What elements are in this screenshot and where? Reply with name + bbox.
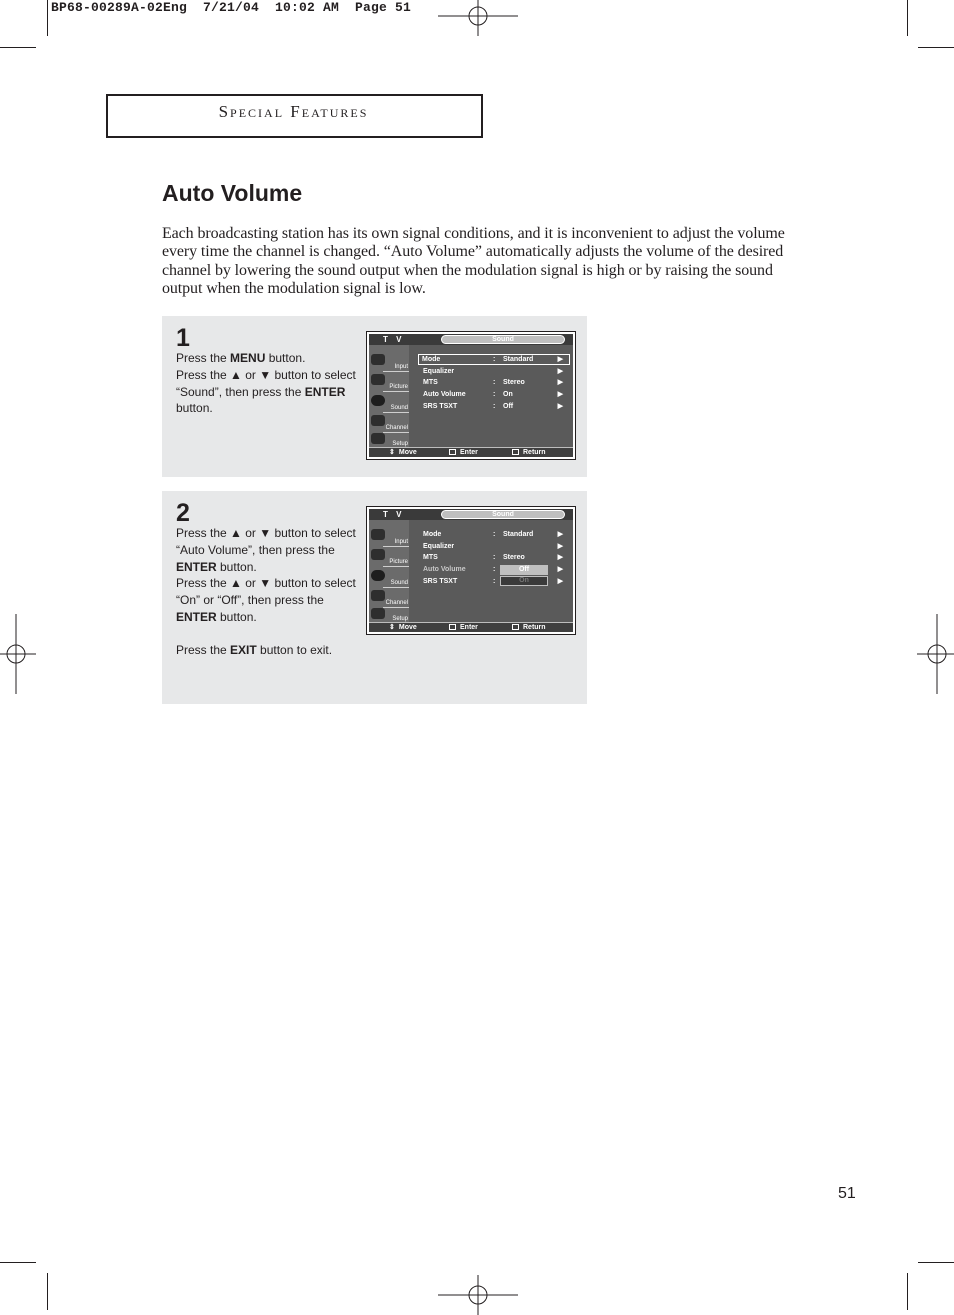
arrow-right-icon: ▶ bbox=[557, 368, 563, 375]
arrow-right-icon: ▶ bbox=[557, 543, 563, 550]
enter-button-label: ENTER bbox=[304, 384, 346, 399]
osd-nav-label: Setup bbox=[392, 616, 408, 622]
osd-tab-sound bbox=[441, 335, 565, 344]
osd-row-mts bbox=[419, 377, 569, 388]
step-2-number: 2 bbox=[176, 499, 190, 527]
input-icon bbox=[371, 354, 385, 365]
osd-nav-picture bbox=[369, 547, 409, 567]
osd-row-mode bbox=[419, 529, 569, 540]
osd-sidebar bbox=[369, 345, 409, 447]
setup-icon bbox=[371, 433, 385, 444]
arrow-right-icon: ▶ bbox=[557, 403, 563, 410]
osd-nav-input bbox=[369, 527, 409, 547]
registration-mark-icon bbox=[0, 614, 36, 694]
step-text-run: button to exit. bbox=[256, 642, 333, 657]
channel-icon bbox=[371, 590, 385, 601]
osd-row-equalizer bbox=[419, 366, 569, 377]
osd-tv-label: T V bbox=[383, 335, 405, 344]
dropdown-option-off: Off bbox=[500, 565, 548, 575]
osd-row-name: Mode bbox=[422, 356, 441, 363]
intro-paragraph: Each broadcasting station has its own signal conditions, and it is inconvenient to adjust the volume every time the channel is changed. “Auto Volume” automatically adjusts the volume of the desired channel by lowering the sound output when the modulation signal is high or by raising the sound output when the modulation signal is low. bbox=[162, 225, 785, 297]
setup-icon bbox=[371, 608, 385, 619]
arrow-right-icon: ▶ bbox=[557, 566, 563, 573]
osd-row-colon: : bbox=[493, 391, 496, 398]
osd-nav-label: Input bbox=[394, 364, 408, 370]
enter-button-label: ENTER bbox=[176, 559, 217, 574]
osd-hint-return bbox=[512, 448, 546, 457]
osd-tab-label: Sound bbox=[492, 511, 514, 518]
osd-hint-enter bbox=[449, 623, 478, 632]
osd-row-srs-tsxt bbox=[419, 401, 569, 412]
osd-hint-move bbox=[389, 448, 417, 457]
osd-row-name: Equalizer bbox=[423, 543, 455, 550]
osd-row-value: Off bbox=[503, 403, 514, 410]
osd-hint-return bbox=[512, 623, 546, 632]
osd-row-value: Stereo bbox=[503, 554, 525, 561]
crop-mark bbox=[918, 47, 954, 48]
spacer bbox=[176, 626, 361, 642]
osd-row-name: Auto Volume bbox=[423, 566, 466, 573]
step-text-run: Press the ▲ or ▼ button to select “Auto Volume”, then press the bbox=[176, 526, 356, 557]
osd-row-name: Mode bbox=[423, 531, 442, 538]
osd-row-colon: : bbox=[493, 379, 496, 386]
page-number: 51 bbox=[838, 1185, 856, 1202]
registration-mark-icon bbox=[438, 0, 518, 36]
osd-nav-channel bbox=[369, 413, 409, 433]
osd-row-name: MTS bbox=[423, 379, 438, 386]
osd-row-mode bbox=[418, 354, 570, 365]
move-icon: ⇕ bbox=[389, 624, 395, 631]
osd-row-value: On bbox=[503, 391, 513, 398]
picture-icon bbox=[371, 549, 385, 560]
enter-button-label: ENTER bbox=[176, 609, 217, 624]
osd-hint-move bbox=[389, 623, 417, 632]
print-header: BP68-00289A-02Eng 7/21/04 10:02 AM Page 51 bbox=[51, 0, 412, 15]
step-text-run: button. bbox=[216, 559, 257, 574]
step-text-run: button. bbox=[176, 401, 213, 416]
arrow-right-icon: ▶ bbox=[557, 391, 563, 398]
osd-screen-auto-volume bbox=[366, 506, 576, 635]
osd-row-equalizer bbox=[419, 541, 569, 552]
osd-hint-label: Enter bbox=[460, 449, 478, 456]
arrow-right-icon: ▶ bbox=[557, 356, 563, 363]
osd-tab-sound bbox=[441, 510, 565, 519]
osd-nav-input bbox=[369, 352, 409, 372]
osd-body bbox=[369, 509, 573, 632]
crop-mark bbox=[47, 0, 48, 36]
osd-row-value: Stereo bbox=[503, 379, 525, 386]
osd-row-colon: : bbox=[493, 356, 496, 363]
menu-icon bbox=[512, 624, 519, 630]
step-text-run: Press the ▲ or ▼ button to select “On” or “Off”, then press the bbox=[176, 576, 356, 608]
menu-button-label: MENU bbox=[230, 351, 266, 365]
step-text-run: button. bbox=[216, 609, 257, 624]
osd-nav-label: Picture bbox=[389, 559, 408, 565]
osd-nav-label: Channel bbox=[385, 600, 408, 606]
crop-mark bbox=[0, 1262, 36, 1263]
arrow-right-icon: ▶ bbox=[557, 554, 563, 561]
osd-row-value: Standard bbox=[503, 356, 534, 363]
osd-nav-channel bbox=[369, 588, 409, 608]
osd-row-colon: : bbox=[493, 578, 496, 585]
osd-row-name: Equalizer bbox=[423, 368, 455, 375]
page-heading: Auto Volume bbox=[162, 180, 303, 206]
osd-hint-label: Return bbox=[523, 624, 546, 631]
osd-nav-setup bbox=[369, 608, 409, 622]
arrow-right-icon: ▶ bbox=[557, 379, 563, 386]
divider bbox=[383, 566, 409, 567]
osd-nav-label: Channel bbox=[385, 425, 408, 431]
osd-row-name: SRS TSXT bbox=[423, 403, 458, 410]
crop-mark bbox=[918, 1262, 954, 1263]
divider bbox=[383, 391, 409, 392]
osd-tv-label: T V bbox=[383, 510, 405, 519]
crop-mark bbox=[47, 1273, 48, 1310]
step-text-run: Press the bbox=[176, 351, 231, 365]
osd-hint-label: Move bbox=[398, 624, 417, 631]
osd-screen-sound-menu bbox=[366, 331, 576, 460]
osd-nav-picture bbox=[369, 372, 409, 392]
osd-row-colon: : bbox=[493, 531, 496, 538]
sound-icon bbox=[371, 570, 385, 581]
input-icon bbox=[371, 529, 385, 540]
osd-row-mts bbox=[419, 552, 569, 563]
registration-mark-icon bbox=[917, 614, 954, 694]
osd-bottom-bar bbox=[369, 447, 573, 457]
osd-tab-label: Sound bbox=[492, 336, 514, 343]
osd-row-name: SRS TSXT bbox=[423, 578, 458, 585]
osd-row-value: Standard bbox=[503, 531, 534, 538]
crop-mark bbox=[907, 1273, 908, 1310]
osd-sidebar bbox=[369, 520, 409, 622]
crop-mark bbox=[0, 47, 36, 48]
osd-hint-label: Enter bbox=[460, 624, 478, 631]
osd-body bbox=[369, 334, 573, 457]
step-1-text bbox=[176, 350, 361, 417]
picture-icon bbox=[371, 374, 385, 385]
enter-icon bbox=[449, 449, 456, 455]
osd-row-colon: : bbox=[493, 566, 496, 573]
osd-nav-setup bbox=[369, 433, 409, 447]
osd-hint-enter bbox=[449, 448, 478, 457]
osd-bottom-bar bbox=[369, 622, 573, 632]
osd-nav-label: Picture bbox=[389, 384, 408, 390]
registration-mark-icon bbox=[438, 1275, 518, 1315]
osd-row-name: Auto Volume bbox=[423, 391, 466, 398]
arrow-right-icon: ▶ bbox=[557, 531, 563, 538]
step-text-run: button. bbox=[265, 351, 306, 365]
enter-icon bbox=[449, 624, 456, 630]
osd-row-name: MTS bbox=[423, 554, 438, 561]
step-text-run: Press the ▲ or ▼ button to select “Sound”, then press the bbox=[176, 367, 356, 399]
menu-icon bbox=[512, 449, 519, 455]
step-text-run: Press the bbox=[176, 642, 231, 657]
osd-nav-label: Sound bbox=[390, 580, 408, 586]
osd-hint-label: Move bbox=[398, 449, 417, 456]
exit-button-label: EXIT bbox=[230, 642, 257, 657]
osd-nav-label: Input bbox=[394, 539, 408, 545]
section-title: Special Features bbox=[218, 102, 369, 121]
step-1-number: 1 bbox=[176, 324, 190, 352]
osd-nav-label: Setup bbox=[392, 441, 408, 447]
move-icon: ⇕ bbox=[389, 449, 395, 456]
arrow-right-icon: ▶ bbox=[557, 578, 563, 585]
osd-nav-label: Sound bbox=[390, 405, 408, 411]
osd-nav-sound bbox=[369, 393, 409, 413]
osd-nav-sound bbox=[369, 568, 409, 588]
osd-hint-label: Return bbox=[523, 449, 546, 456]
osd-row-colon: : bbox=[493, 554, 496, 561]
sound-icon bbox=[371, 395, 385, 406]
osd-row-colon: : bbox=[493, 403, 496, 410]
crop-mark bbox=[907, 0, 908, 36]
channel-icon bbox=[371, 415, 385, 426]
step-2-text bbox=[176, 525, 361, 659]
osd-row-auto-volume bbox=[419, 389, 569, 400]
dropdown-option-on: On bbox=[500, 576, 548, 586]
